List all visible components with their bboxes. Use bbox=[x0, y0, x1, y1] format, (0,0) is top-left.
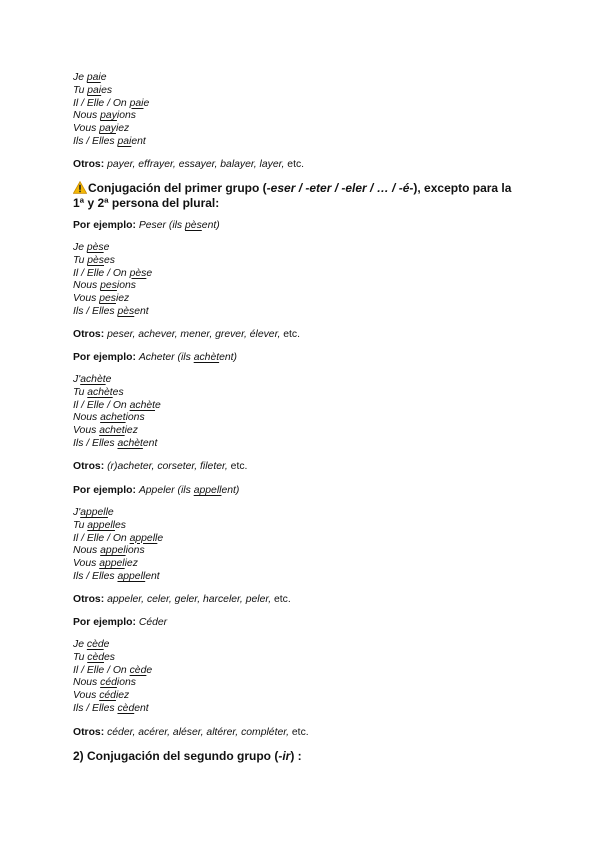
conj-line: Il / Elle / On pèse bbox=[73, 267, 153, 279]
otros-etc: etc. bbox=[287, 159, 305, 170]
section-heading-segundo-grupo: 2) Conjugación del segundo grupo (-ir) : bbox=[73, 749, 302, 763]
otros-list: (r)acheter, corseter, fileter, bbox=[107, 461, 228, 472]
heading-line-2: 1ª y 2ª persona del plural: bbox=[73, 196, 220, 210]
example-value: Appeler (ils appellent) bbox=[138, 485, 240, 496]
conj-line: Tu achètes bbox=[73, 386, 124, 398]
otros-list: appeler, celer, geler, harceler, peler, bbox=[107, 594, 272, 605]
conj-line: Tu pèses bbox=[73, 254, 115, 266]
otros-etc: etc. bbox=[274, 594, 291, 605]
warning-icon bbox=[73, 181, 87, 194]
example-peser bbox=[73, 219, 543, 232]
conj-line: Je cède bbox=[73, 639, 110, 650]
otros-label: Otros: bbox=[73, 159, 105, 170]
otros-ceder bbox=[73, 726, 543, 739]
example-label: Por ejemplo: bbox=[73, 220, 136, 231]
otros-etc: etc. bbox=[230, 461, 248, 472]
conj-line: Ils / Elles paient bbox=[73, 135, 146, 147]
example-label: Por ejemplo: bbox=[73, 485, 136, 496]
otros-list: peser, achever, mener, grever, élever, bbox=[107, 329, 281, 340]
conjugation-payer bbox=[73, 72, 543, 149]
conjugation-ceder bbox=[73, 639, 543, 716]
conj-line: Je pèse bbox=[73, 242, 110, 253]
otros-label: Otros: bbox=[73, 461, 105, 472]
conj-line: Je paie bbox=[73, 72, 107, 83]
conj-line: Tu cèdes bbox=[73, 651, 115, 663]
otros-peser bbox=[73, 328, 543, 341]
example-label: Por ejemplo: bbox=[73, 617, 136, 628]
conj-line: Ils / Elles pèsent bbox=[73, 305, 149, 317]
conj-line: Il / Elle / On cède bbox=[73, 664, 153, 676]
conj-line: J'achète bbox=[73, 374, 112, 385]
example-acheter bbox=[73, 351, 543, 364]
example-value: Céder bbox=[138, 617, 168, 628]
conj-line: Vous pesiez bbox=[73, 293, 130, 305]
section-heading-primer-grupo bbox=[73, 181, 533, 211]
conj-line: Ils / Elles appellent bbox=[73, 570, 160, 582]
example-ceder bbox=[73, 616, 543, 629]
otros-etc: etc. bbox=[291, 727, 309, 738]
conj-line: Ils / Elles achètent bbox=[73, 437, 158, 449]
otros-list: céder, acérer, aléser, altérer, compléter, bbox=[107, 727, 290, 738]
conj-line: Tu appelles bbox=[73, 519, 126, 531]
conj-line: Vous achetiez bbox=[73, 425, 138, 437]
heading-line-1: Conjugación del primer grupo (-eser / -eter / -eler / … / -é-), excepto para la bbox=[73, 181, 533, 196]
conj-line: Nous achetions bbox=[73, 412, 145, 424]
conj-line: Il / Elle / On achète bbox=[73, 399, 161, 411]
conj-line: Ils / Elles cèdent bbox=[73, 702, 149, 714]
conj-line: Vous appeliez bbox=[73, 558, 138, 570]
conj-line: Nous pesions bbox=[73, 280, 136, 292]
otros-acheter bbox=[73, 460, 543, 473]
example-label: Por ejemplo: bbox=[73, 352, 136, 363]
otros-appeler bbox=[73, 593, 543, 606]
conj-line: Vous cédiez bbox=[73, 690, 130, 702]
otros-list: payer, effrayer, essayer, balayer, layer, bbox=[107, 159, 285, 170]
conjugation-peser bbox=[73, 242, 543, 319]
example-value: Acheter (ils achètent) bbox=[138, 352, 238, 363]
conj-line: Il / Elle / On paie bbox=[73, 97, 150, 109]
example-appeler bbox=[73, 484, 543, 497]
conj-line: Nous payions bbox=[73, 110, 136, 122]
conjugation-acheter bbox=[73, 374, 543, 451]
otros-etc: etc. bbox=[283, 329, 300, 340]
conj-line: Tu paies bbox=[73, 84, 113, 96]
otros-label: Otros: bbox=[73, 727, 105, 738]
conj-line: Nous cédions bbox=[73, 677, 136, 689]
conj-line: Vous payiez bbox=[73, 123, 130, 135]
otros-label: Otros: bbox=[73, 329, 105, 340]
conj-line: Nous appelions bbox=[73, 545, 145, 557]
conj-line: J'appelle bbox=[73, 507, 114, 518]
example-value: Peser (ils pèsent) bbox=[138, 220, 220, 231]
conj-line: Il / Elle / On appelle bbox=[73, 532, 164, 544]
otros-label: Otros: bbox=[73, 594, 105, 605]
conjugation-appeler bbox=[73, 507, 543, 584]
otros-payer bbox=[73, 158, 543, 171]
